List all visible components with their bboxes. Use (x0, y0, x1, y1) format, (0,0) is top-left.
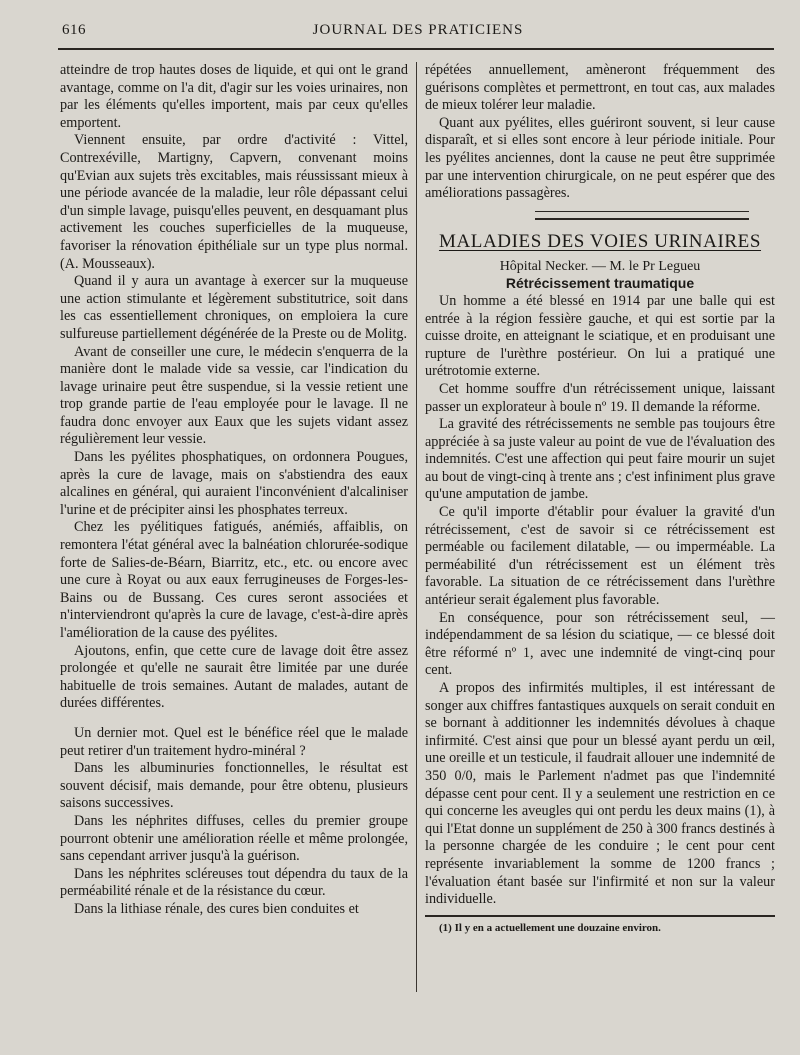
paragraph: Ce qu'il importe d'établir pour évaluer la gravité d'un rétrécissement, c'est de savoir si ce rétrécissement est perméable ou facilement dilatable, — ou imperméable. La perméabilité d'un rétrécissement est un élément très favorable. La situation de ce rétrécissement dans l'urèthre antérieur serait également plus favorable. (425, 504, 775, 609)
section-separator (535, 218, 749, 220)
paragraph: Dans les néphrites scléreuses tout dépendra du taux de la perméabilité rénale et de la résistance du cœur. (60, 865, 408, 900)
footnote-rule (425, 915, 775, 917)
paragraph: Quand il y aura un avantage à exercer sur la muqueuse une action stimulante et légèrement substitutrice, soit dans les cas essentiellement chroniques, on emploiera la cure sulfureuse partiellement dégénérée de la Preste ou de Molitg. (60, 273, 408, 342)
paragraph: Dans la lithiase rénale, des cures bien conduites et (74, 900, 359, 917)
section-title: MALADIES DES VOIES URINAIRES (438, 230, 762, 252)
journal-title: JOURNAL DES PRATICIENS (312, 22, 524, 38)
paragraph: Dans les néphrites diffuses, celles du premier groupe pourront obtenir une amélioration réelle et même prolongée, sans cependant arriver jusqu'à la guérison. (60, 812, 408, 865)
paragraph: A propos des infirmités multiples, il est intéressant de songer aux chiffres fantastiques auxquels on serait conduit en se bornant à additionner les indemnités dévolues à chaque infirmité. C'est ainsi que pour un blessé ayant perdu un œil, une oreille et un testicule, il faudrait allouer une indemnité de 350 0/0, mais le Parlement n'admet pas que l'indemnité dépasse cent pour cent. Il y a seulement une restriction en ce qui concerne les aveugles qui ont perdu les deux mains (1), à qui l'Etat donne un supplément de 250 à 300 francs destinés à la personne chargée de les conduire ; le cent pour cent représente invariablement la somme de 1200 francs ; l'évaluation étant basée sur l'infirmité et non sur la valeur individuelle. (425, 680, 775, 908)
paragraph: La gravité des rétrécissements ne semble pas toujours être appréciée à sa juste valeur au point de vue de l'évaluation des indemnités. C'est une affection qui peut faire mourir un sujet au bout de vingt-cinq à trente ans ; c'est infiniment plus grave qu'une amputation de jambe. (425, 416, 775, 503)
paragraph: Un dernier mot. Quel est le bénéfice réel que le malade peut retirer d'un traitement hydro-minéral ? (60, 724, 408, 759)
column-divider (416, 62, 417, 992)
paragraph: répétées annuellement, amèneront fréquemment des guérisons complètes et permettront, en tout cas, aux malades de mieux tolérer leur maladie. (425, 62, 775, 114)
paragraph: Ajoutons, enfin, que cette cure de lavage doit être assez prolongée et qu'elle ne saurait être limitée par une durée habituelle de trois semaines. Autant de malades, autant de durées différentes. (60, 642, 408, 712)
left-column (60, 62, 408, 919)
footnote: (1) Il y en a actuellement une douzaine environ. (439, 921, 661, 934)
right-column (425, 62, 775, 935)
paragraph: Un homme a été blessé en 1914 par une balle qui est entrée à la région fessière gauche, et qui est sortie par la cuisse droite, en atteignant le sciatique, et en produisant une rupture de l'urèthre postérieur. On lui a pratiqué une urétrotomie externe. (425, 292, 775, 380)
paragraph: atteindre de trop hautes doses de liquide, et qui ont le grand avantage, comme on l'a dit, d'agir sur les voies urinaires, non par les éléments qu'elles importent, mais par ceux qu'elles emportent. (60, 62, 408, 131)
hospital-line: Hôpital Necker. — M. le Pr Legueu (499, 258, 701, 274)
paragraph: En conséquence, pour son rétrécissement seul, — indépendamment de sa lésion du sciatique, — ce blessé doit être réformé nº 1, avec une indemnité de vingt-cinq pour cent. (425, 609, 775, 679)
paragraph: Quant aux pyélites, elles guériront souvent, si leur cause disparaît, et si elles sont encore à leur période initiale. Pour les pyélites anciennes, dont la cause ne peut être supprimée par une intervention chirurgicale, on ne peut espérer que des améliorations passagères. (425, 114, 775, 202)
section-separator (535, 211, 749, 212)
paragraph: Viennent ensuite, par ordre d'activité : Vittel, Contrexéville, Martigny, Capvern, convenant moins qu'Evian aux sujets très excitables, mais réussissant mieux à une période avancée de la maladie, leur rôle dépassant celui d'un simple lavage, puisqu'elles peuvent, en desquamant plus activement les couches superficielles de la muqueuse, favoriser la rénovation épithéliale sur un type plus normal. (A. Mousseaux). (60, 132, 408, 272)
page-number: 616 (62, 22, 86, 38)
paragraph: Avant de conseiller une cure, le médecin s'enquerra de la manière dont le malade vide sa vessie, car l'indication du lavage urinaire peut être suspendue, si la vessie retient une trop grande partie de l'eau employée pour le lavage. Il ne faudra donc envoyer aux Eaux que les sujets vidant assez régulièrement leur vessie. (60, 343, 408, 448)
paragraph-gap (60, 713, 408, 725)
header-rule (58, 48, 774, 50)
paragraph: Chez les pyélitiques fatigués, anémiés, affaiblis, on remontera l'état général avec la balnéation chlorurée-sodique forte de Salies-de-Béarn, Biarritz, etc., etc. ou encore avec une cure à Royat ou aux eaux ferrugineuses de Forges-les-Bains ou de Bussang. Ces cures seront associées et n'interviendront qu'après la cure de lavage, c'est-à-dire après l'amélioration de la cause des pyélites. (60, 519, 408, 641)
paragraph: Dans les pyélites phosphatiques, on ordonnera Pougues, après la cure de lavage, mais on s'abstiendra des eaux alcalines en général, qui auraient l'inconvénient d'alcaliniser l'urine et de précipiter ainsi les phosphates terreux. (60, 449, 408, 518)
page-header (62, 22, 774, 44)
article-subtitle: Rétrécissement traumatique (505, 275, 695, 292)
paragraph: Dans les albuminuries fonctionnelles, le résultat est souvent décisif, mais demande, pour être obtenu, plusieurs saisons successives. (60, 760, 408, 812)
paragraph: Cet homme souffre d'un rétrécissement unique, laissant passer un explorateur à boule nº 19. Il demande la réforme. (425, 380, 775, 415)
